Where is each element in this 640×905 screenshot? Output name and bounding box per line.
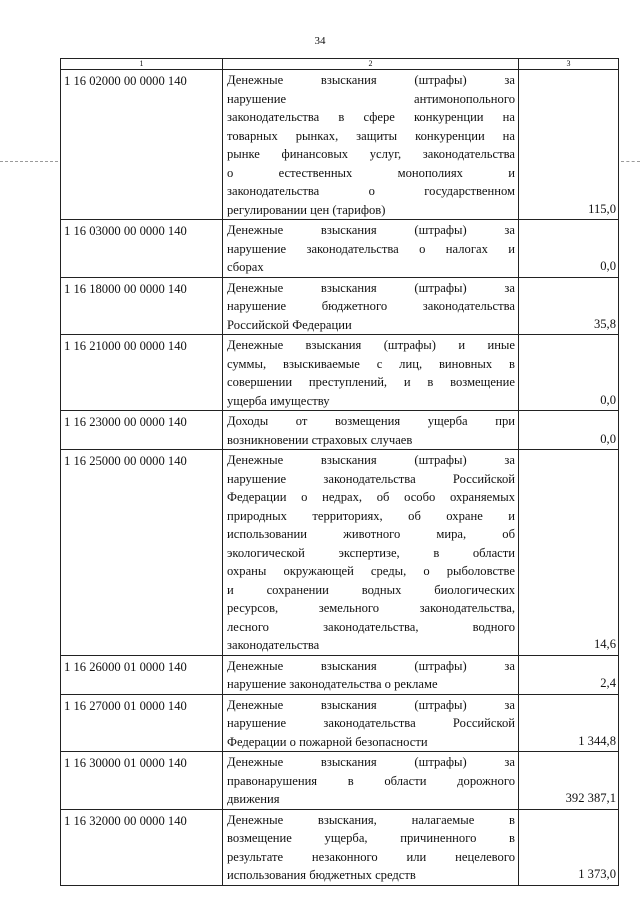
revenue-code: 1 16 25000 00 0000 140 [61, 450, 223, 656]
description-line: законодательства [227, 638, 320, 652]
description-line: Федерации о пожарной безопасности [227, 734, 428, 749]
description-line: законодательства о государственном [227, 184, 515, 198]
description-line: Доходы от возмещения ущерба при [227, 414, 515, 428]
description-line: Денежные взыскания (штрафы) и иные [227, 338, 515, 352]
description-line: товарных рынках, защиты конкуренции на [227, 128, 515, 143]
description-line: нарушение законодательства Российской [227, 471, 515, 486]
table-row [61, 809, 619, 885]
revenue-code: 1 16 26000 01 0000 140 [61, 655, 223, 694]
description-line: экологической экспертизе, в области [227, 545, 515, 560]
table-row [61, 694, 619, 752]
table-row [61, 655, 619, 694]
description-line: использования бюджетных средств [227, 868, 416, 882]
revenue-amount: 14,6 [519, 450, 619, 656]
description-line: нарушение законодательства о рекламе [227, 677, 438, 691]
description-line: правонарушения в области дорожного [227, 773, 515, 788]
budget-revenue-table [60, 58, 619, 886]
revenue-code: 1 16 21000 00 0000 140 [61, 335, 223, 411]
description-line: Денежные взыскания, налагаемые в [227, 812, 515, 827]
revenue-amount: 1 373,0 [519, 809, 619, 885]
description-line: Денежные взыскания (штрафы) за [227, 223, 515, 237]
description-line: возмещение ущерба, причиненного в [227, 831, 515, 845]
description-line: ущерба имуществу [227, 393, 330, 408]
description-line: нарушение законодательства Российской [227, 716, 515, 730]
revenue-amount: 0,0 [519, 335, 619, 411]
description-line: рынке финансовых услуг, законодательства [227, 147, 515, 161]
page-number: 34 [314, 35, 326, 47]
description-line: сборах [227, 260, 264, 274]
description-line: совершении преступлений, и в возмещение [227, 375, 515, 389]
description-line: нарушение бюджетного законодательства [227, 299, 515, 313]
description-line: Российской Федерации [227, 317, 352, 332]
table-row [61, 335, 619, 411]
table-row [61, 411, 619, 450]
table-row [61, 220, 619, 278]
description-line: охраны окружающей среды, о рыболовстве [227, 564, 515, 578]
revenue-amount: 0,0 [519, 220, 619, 278]
column-number-1: 1 [61, 59, 223, 70]
column-number-3: 3 [519, 59, 619, 70]
revenue-code: 1 16 30000 01 0000 140 [61, 752, 223, 810]
description-line: Федерации о недрах, об особо охраняемых [227, 490, 515, 504]
description-line: Денежные взыскания (штрафы) за [227, 755, 515, 769]
description-line: результате незаконного или нецелевого [227, 849, 515, 864]
column-number-row [61, 59, 619, 70]
revenue-description [223, 277, 519, 335]
description-line: лесного законодательства, водного [227, 619, 515, 634]
revenue-amount: 1 344,8 [519, 694, 619, 752]
revenue-code: 1 16 27000 01 0000 140 [61, 694, 223, 752]
description-line: регулировании цен (тарифов) [227, 202, 386, 217]
description-line: законодательства в сфере конкуренции на [227, 110, 515, 124]
revenue-description [223, 220, 519, 278]
revenue-amount: 392 387,1 [519, 752, 619, 810]
description-line: использовании животного мира, об [227, 527, 515, 541]
revenue-code: 1 16 23000 00 0000 140 [61, 411, 223, 450]
description-line: природных территориях, об охране и [227, 508, 515, 523]
description-line: о естественных монополиях и [227, 165, 515, 180]
revenue-description [223, 655, 519, 694]
revenue-description [223, 70, 519, 220]
scan-artifact-line-left [0, 161, 58, 162]
revenue-code: 1 16 18000 00 0000 140 [61, 277, 223, 335]
revenue-code: 1 16 32000 00 0000 140 [61, 809, 223, 885]
description-line: Денежные взыскания (штрафы) за [227, 280, 515, 295]
description-line: Денежные взыскания (штрафы) за [227, 658, 515, 673]
scan-artifact-line-right [621, 161, 640, 162]
revenue-code: 1 16 02000 00 0000 140 [61, 70, 223, 220]
description-line: и сохранении водных биологических [227, 582, 515, 597]
description-line: Денежные взыскания (штрафы) за [227, 73, 515, 87]
table-row [61, 450, 619, 656]
description-line: нарушение законодательства о налогах и [227, 241, 515, 256]
revenue-amount: 2,4 [519, 655, 619, 694]
revenue-amount: 35,8 [519, 277, 619, 335]
description-line: ресурсов, земельного законодательства, [227, 601, 515, 615]
table-row [61, 752, 619, 810]
revenue-description [223, 752, 519, 810]
revenue-description [223, 335, 519, 411]
revenue-description [223, 411, 519, 450]
revenue-code: 1 16 03000 00 0000 140 [61, 220, 223, 278]
description-line: суммы, взыскиваемые с лиц, виновных в [227, 356, 515, 371]
description-line: Денежные взыскания (штрафы) за [227, 697, 515, 712]
description-line: нарушение антимонопольного [227, 91, 515, 106]
table-row [61, 70, 619, 220]
revenue-description [223, 450, 519, 656]
column-number-2: 2 [223, 59, 519, 70]
table-row [61, 277, 619, 335]
revenue-amount: 0,0 [519, 411, 619, 450]
revenue-description [223, 694, 519, 752]
description-line: возникновении страховых случаев [227, 432, 413, 447]
revenue-description [223, 809, 519, 885]
description-line: Денежные взыскания (штрафы) за [227, 453, 515, 467]
revenue-amount: 115,0 [519, 70, 619, 220]
description-line: движения [227, 792, 280, 806]
